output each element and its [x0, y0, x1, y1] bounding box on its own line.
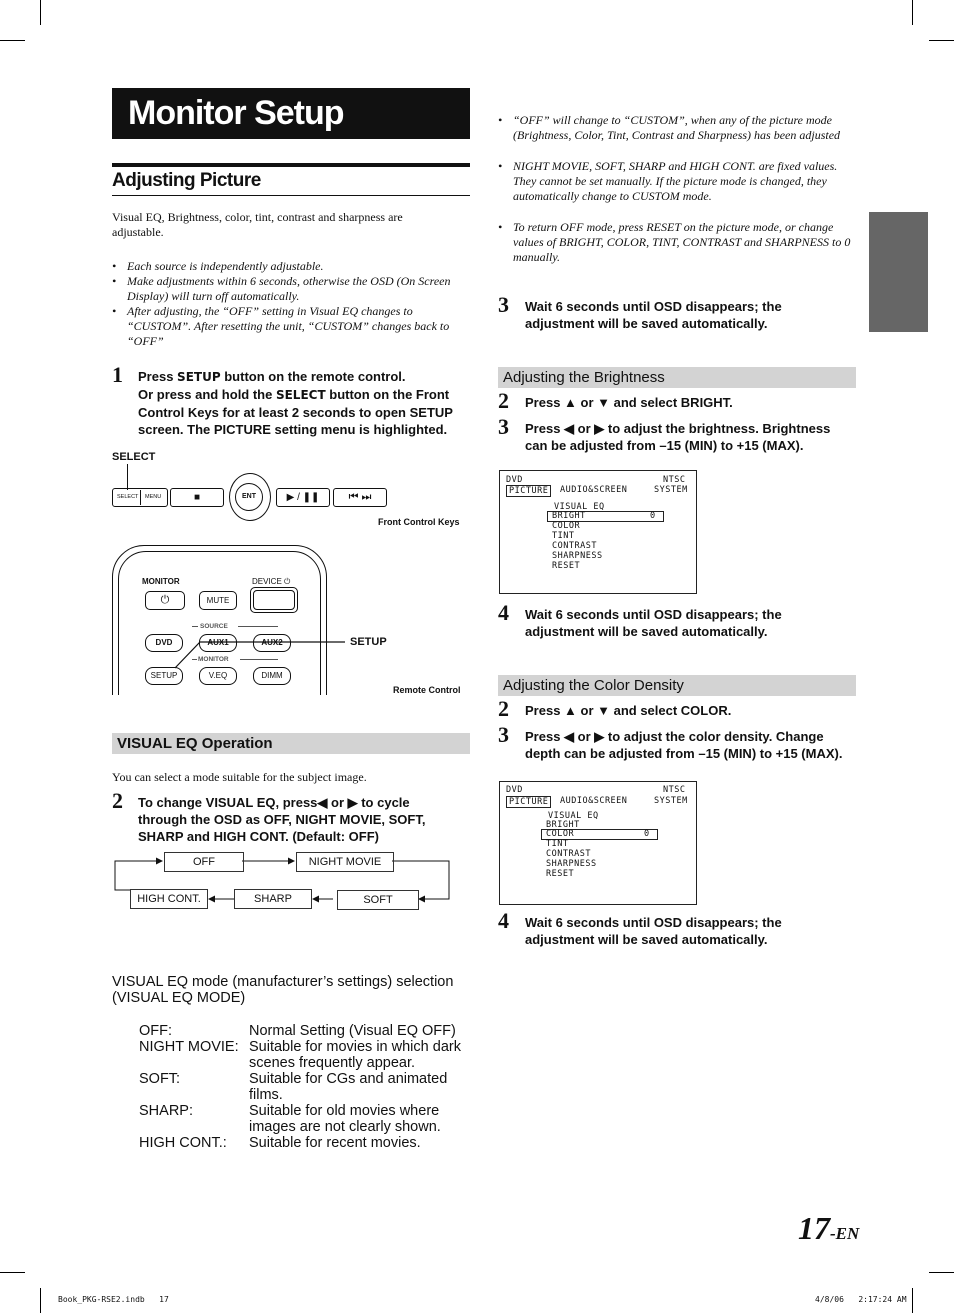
side-tab [869, 212, 928, 332]
dimm-button[interactable]: DIMM [253, 667, 291, 685]
monitor-label: MONITOR [142, 577, 180, 586]
power-icon: ⏻ [160, 594, 170, 606]
intro-text: Visual EQ, Brightness, color, tint, contrast and sharpness are adjustable. [112, 210, 403, 239]
osd-item: RESET [546, 869, 575, 879]
osd-item: TINT [552, 531, 575, 541]
crop-mark [40, 0, 41, 25]
osd-item: COLOR [552, 521, 581, 531]
step-number: 3 [498, 292, 509, 317]
dvd-button[interactable]: DVD [145, 634, 183, 652]
list-item: SOFT: Suitable for CGs and animated films. [139, 1071, 448, 1103]
note-list [112, 259, 470, 349]
page-number: 17-EN [798, 1210, 860, 1246]
device-button[interactable] [250, 587, 298, 613]
section-heading: Adjusting Picture [112, 170, 261, 191]
list-item: HIGH CONT.: Suitable for recent movies. [139, 1135, 421, 1151]
crop-mark [912, 1288, 913, 1313]
crop-mark [929, 40, 954, 41]
section-bar [498, 367, 856, 388]
section-heading: Adjusting the Color Density [503, 677, 684, 694]
menu-button[interactable]: MENU [145, 494, 162, 500]
osd-item: BRIGHT [546, 820, 580, 830]
crop-mark [0, 40, 25, 41]
step-number: 4 [498, 600, 509, 625]
osd-source: DVD [506, 785, 523, 795]
step-1-text: Press SETUP button on the remote control. Or press and hold the SELECT button on the Front Control Keys for at least 2 seconds to open SETUP screen. The PICTURE setting menu is highlighted. [138, 369, 453, 437]
monitor-power-button[interactable] [145, 591, 185, 610]
crop-mark [0, 1272, 25, 1273]
step-number: 2 [498, 696, 509, 721]
mode-soft: SOFT [337, 890, 419, 910]
list-item: OFF: Normal Setting (Visual EQ OFF) [139, 1023, 456, 1039]
list-item: • After adjusting, the “OFF” setting in Visual EQ changes to “CUSTOM”. After resetting the unit, “CUSTOM” changes back to “OFF” [112, 304, 450, 348]
footer-file: Book_PKG-RSE2.indb 17 [58, 1295, 169, 1304]
step-2-text: To change VISUAL EQ, press◀ or ▶ to cycle through the OSD as OFF, NIGHT MOVIE, SOFT, SHARP and HIGH CONT. (Default: OFF) [138, 795, 426, 844]
step-number: 2 [112, 788, 123, 813]
stop-icon: ■ [193, 492, 201, 503]
step-number: 3 [498, 722, 509, 747]
osd-tab-system: SYSTEM [654, 796, 688, 806]
list-item: • To return OFF mode, press RESET on the picture mode, or change values of BRIGHT, COLOR, TINT, CONTRAST and SHARPNESS to 0 manually. [498, 220, 851, 264]
mode-night-movie: NIGHT MOVIE [296, 852, 394, 872]
setup-callout: SETUP [350, 636, 387, 648]
osd-item: COLOR [546, 829, 575, 839]
page-title: Monitor Setup [128, 94, 344, 132]
osd-item: BRIGHT [552, 511, 586, 521]
step-text: Wait 6 seconds until OSD disappears; the adjustment will be saved automatically. [525, 915, 782, 947]
list-item: • Each source is independently adjustable. [112, 259, 324, 273]
page-title-bar [112, 88, 470, 139]
intro-text: You can select a mode suitable for the subject image. [112, 770, 367, 784]
device-label: DEVICE ⏻ [252, 577, 291, 586]
mute-button[interactable]: MUTE [199, 591, 237, 610]
section-bar [498, 675, 856, 696]
monitor-group-label: MONITOR [198, 656, 229, 663]
setup-callout-line [150, 630, 350, 670]
mode-list [139, 1023, 474, 1151]
mode-off: OFF [164, 852, 244, 872]
mode-sharp: SHARP [234, 889, 312, 909]
step-number: 3 [498, 414, 509, 439]
remote-caption: Remote Control [393, 685, 461, 695]
step-text: Press ▲ or ▼ and select COLOR. [525, 703, 732, 718]
osd-item: SHARPNESS [546, 859, 597, 869]
step-3-text: Wait 6 seconds until OSD disappears; the adjustment will be saved automatically. [525, 299, 782, 331]
osd-system: NTSC [663, 785, 686, 795]
heading-rule [112, 163, 470, 167]
osd-tab-picture: PICTURE [506, 485, 551, 497]
step-text: Wait 6 seconds until OSD disappears; the adjustment will be saved automatically. [525, 607, 782, 639]
section-heading: Adjusting the Brightness [503, 369, 665, 386]
step-number: 4 [498, 908, 509, 933]
osd-tab-system: SYSTEM [654, 485, 688, 495]
skip-buttons[interactable]: ⏮ ⏭ [333, 488, 387, 507]
list-item: NIGHT MOVIE: Suitable for movies in which dark scenes frequently appear. [139, 1039, 461, 1071]
veq-button[interactable]: V.EQ [199, 667, 237, 685]
note-text: To return OFF mode, press RESET on the picture mode, or change values of BRIGHT, COLOR, TINT, CONTRAST and SHARPNESS to 0 manually. [513, 220, 851, 264]
step-text: Press ◀ or ▶ to adjust the color density. Change depth can be adjusted from –15 (MIN) to +15 (MAX). [525, 729, 843, 761]
play-pause-button[interactable]: ▶ / ❚❚ [276, 488, 330, 507]
osd-screen-color [499, 781, 697, 905]
step-number: 2 [498, 388, 509, 413]
crop-mark [40, 1288, 41, 1313]
section-bar [112, 733, 470, 754]
aux1-button[interactable]: AUX1 [199, 634, 237, 652]
note-text: Each source is independently adjustable. [127, 259, 324, 273]
mode-high-cont: HIGH CONT. [130, 889, 208, 909]
heading-underline [112, 195, 470, 196]
note-text: After adjusting, the “OFF” setting in Visual EQ changes to “CUSTOM”. After resetting the unit, “CUSTOM” changes back to “OFF” [127, 304, 450, 348]
osd-item: SHARPNESS [552, 551, 603, 561]
select-button[interactable]: SELECT [117, 494, 139, 500]
osd-item: VISUAL EQ [554, 502, 605, 512]
osd-item: VISUAL EQ [548, 811, 599, 821]
list-item: SHARP: Suitable for old movies where images are not clearly shown. [139, 1103, 441, 1135]
section-heading: VISUAL EQ Operation [117, 735, 273, 752]
osd-tab-picture: PICTURE [506, 796, 551, 808]
remote-control [112, 545, 327, 695]
note-text: Make adjustments within 6 seconds, otherwise the OSD (On Screen Display) will turn off automatically. [127, 274, 451, 303]
osd-system: NTSC [663, 475, 686, 485]
crop-mark [912, 0, 913, 25]
source-label: SOURCE [200, 623, 228, 630]
osd-source: DVD [506, 475, 523, 485]
step-text: Press ▲ or ▼ and select BRIGHT. [525, 395, 733, 410]
ent-button[interactable]: ENT [235, 483, 263, 511]
osd-item: CONTRAST [552, 541, 597, 551]
osd-screen-brightness [499, 470, 697, 594]
step-number: 1 [112, 362, 123, 387]
front-control-keys [112, 473, 472, 523]
note-text: NIGHT MOVIE, SOFT, SHARP and HIGH CONT. are fixed values. They cannot be set manually. If the picture mode is changed, they automatically change to CUSTOM mode. [513, 159, 838, 203]
osd-item: RESET [552, 561, 581, 571]
stop-button[interactable] [170, 488, 224, 507]
note-text: “OFF” will change to “CUSTOM”, when any of the picture mode (Brightness, Color, Tint, Contrast and Sharpness) has been adjusted [513, 113, 841, 142]
aux2-button[interactable]: AUX2 [253, 634, 291, 652]
list-item: • “OFF” will change to “CUSTOM”, when any of the picture mode (Brightness, Color, Tint, Contrast and Sharpness) has been adjusted [498, 113, 841, 142]
osd-tab-audio: AUDIO&SCREEN [560, 485, 628, 495]
osd-item: CONTRAST [546, 849, 591, 859]
setup-button[interactable]: SETUP [145, 667, 183, 685]
mode-heading: VISUAL EQ mode (manufacturer’s settings) selection (VISUAL EQ MODE) [112, 974, 454, 1006]
select-menu-key [112, 488, 168, 507]
osd-tab-audio: AUDIO&SCREEN [560, 796, 628, 806]
select-callout: SELECT [112, 451, 156, 463]
list-item: • NIGHT MOVIE, SOFT, SHARP and HIGH CONT. are fixed values. They cannot be set manually. If the picture mode is changed, they automatically change to CUSTOM mode. [498, 159, 838, 203]
power-icon: ⏻ [284, 577, 291, 586]
osd-value: 0 [650, 511, 656, 521]
front-keys-caption: Front Control Keys [378, 517, 460, 527]
right-notes [498, 113, 856, 265]
osd-item: TINT [546, 839, 569, 849]
osd-value: 0 [644, 829, 650, 839]
step-text: Press ◀ or ▶ to adjust the brightness. Brightness can be adjusted from –15 (MIN) to +15 (MAX). [525, 421, 831, 453]
footer-timestamp: 4/8/06 2:17:24 AM [815, 1295, 907, 1304]
list-item: • Make adjustments within 6 seconds, otherwise the OSD (On Screen Display) will turn off automatically. [112, 274, 451, 303]
crop-mark [929, 1272, 954, 1273]
